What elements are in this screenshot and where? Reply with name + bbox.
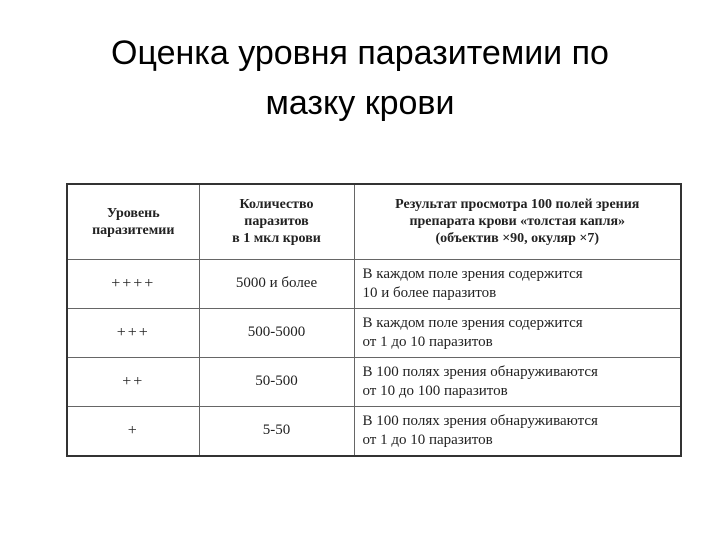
page-title-line-2: мазку крови <box>265 84 455 122</box>
result-line: В 100 полях зрения обнаруживаются <box>362 363 598 380</box>
level-cell: ++++ <box>68 259 199 308</box>
result-line: 10 и более паразитов <box>362 284 497 301</box>
result-line: В 100 полях зрения обнаруживаются <box>362 412 598 429</box>
header-level-line: Уровень <box>106 205 160 221</box>
header-level-line: паразитемии <box>92 222 175 238</box>
count-cell: 50-500 <box>199 357 354 406</box>
result-line: от 10 до 100 паразитов <box>362 382 508 399</box>
header-count-line: паразитов <box>244 214 309 230</box>
table-row <box>68 357 680 406</box>
header-result-line: Результат просмотра 100 полей зрения <box>395 197 640 213</box>
result-line: от 1 до 10 паразитов <box>362 333 493 350</box>
header-result-line: (объектив ×90, окуляр ×7) <box>435 231 600 247</box>
table-row <box>68 259 680 308</box>
result-line: В каждом поле зрения содержится <box>362 265 583 282</box>
parasitemia-table <box>66 183 682 457</box>
page-title <box>40 28 680 128</box>
header-result <box>354 185 680 259</box>
header-level <box>68 185 199 259</box>
table-row <box>68 406 680 455</box>
header-count-line: в 1 мкл крови <box>232 231 321 247</box>
header-count <box>199 185 354 259</box>
count-cell: 500-5000 <box>199 308 354 357</box>
header-count-line: Количество <box>239 197 314 213</box>
header-result-line: препарата крови «толстая капля» <box>409 214 626 230</box>
result-cell <box>354 308 680 357</box>
result-cell <box>354 357 680 406</box>
table-header-row <box>68 185 680 259</box>
count-cell: 5000 и более <box>199 259 354 308</box>
result-line: В каждом поле зрения содержится <box>362 314 583 331</box>
result-line: от 1 до 10 паразитов <box>362 431 493 448</box>
level-cell: + <box>68 406 199 455</box>
result-cell <box>354 259 680 308</box>
level-cell: +++ <box>68 308 199 357</box>
page-title-line-1: Оценка уровня паразитемии по <box>111 34 609 72</box>
result-cell <box>354 406 680 455</box>
level-cell: ++ <box>68 357 199 406</box>
table-row <box>68 308 680 357</box>
count-cell: 5-50 <box>199 406 354 455</box>
